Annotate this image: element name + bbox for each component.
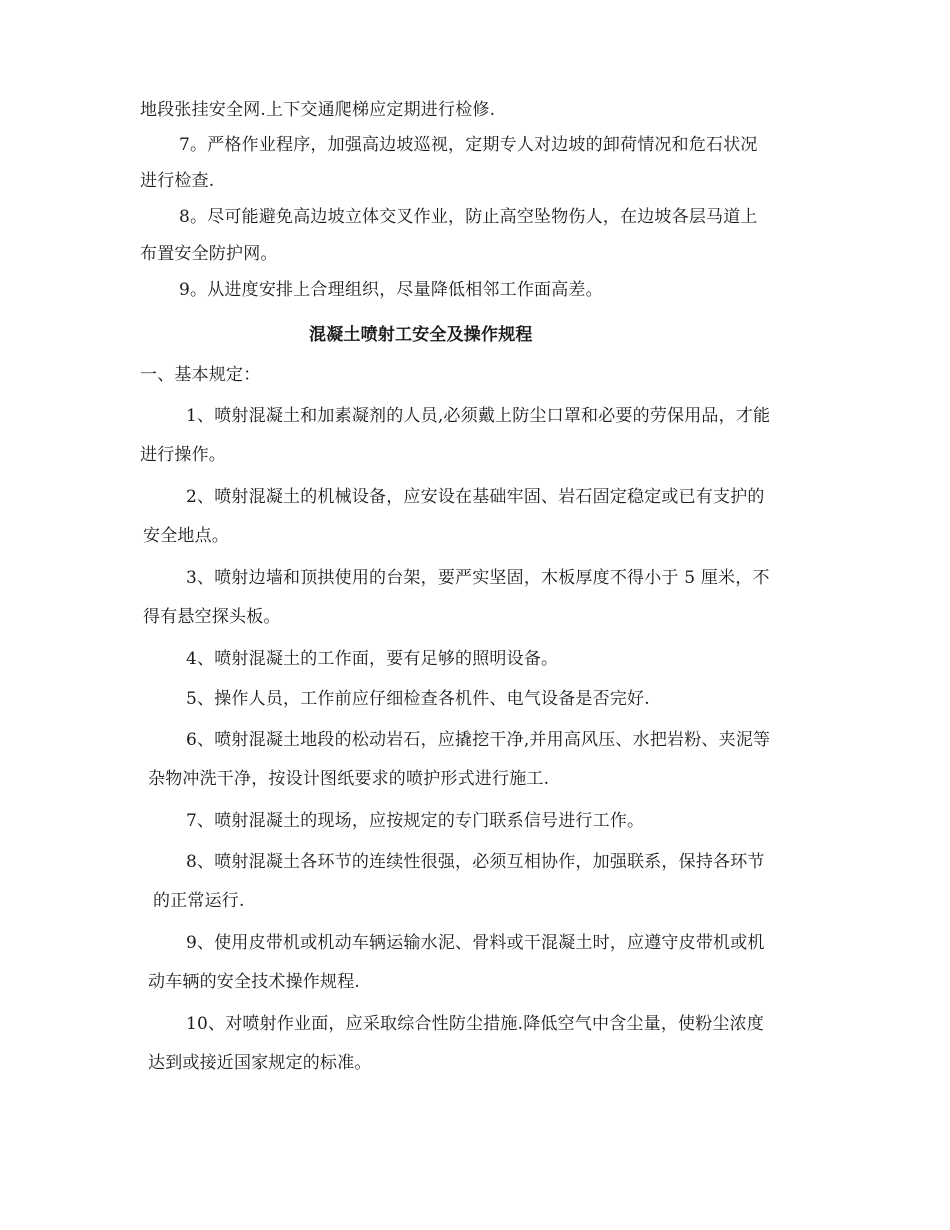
rule-8-line-2: 的正常运行. <box>153 891 245 911</box>
rule-2-line-1: 2、喷射混凝土的机械设备，应安设在基础牢固、岩石固定稳定或已有支护的 <box>186 487 765 507</box>
rule-8-line-1: 8、喷射混凝土各环节的连续性很强，必须互相协作，加强联系，保持各环节 <box>186 852 765 872</box>
rule-9-line-1: 9、使用皮带机或机动车辆运输水泥、骨料或干混凝土时，应遵守皮带机或机 <box>186 933 765 953</box>
rule-1-line-2: 进行操作。 <box>140 445 226 465</box>
item-8-line-1: 8。尽可能避免高边坡立体交叉作业，防止高空坠物伤人，在边坡各层马道上 <box>179 207 758 227</box>
item-7-line-2: 进行检查. <box>140 171 215 191</box>
rule-2-line-2: 安全地点。 <box>143 526 229 546</box>
rule-6-line-2: 杂物冲洗干净，按设计图纸要求的喷护形式进行施工. <box>148 769 550 789</box>
rule-9-line-2: 动车辆的安全技术操作规程. <box>148 972 361 992</box>
rule-10-line-2: 达到或接近国家规定的标准。 <box>148 1053 372 1073</box>
intro-line-1: 地段张挂安全网.上下交通爬梯应定期进行检修. <box>140 100 496 120</box>
rule-6-line-1: 6、喷射混凝土地段的松动岩石，应撬挖干净,并用高风压、水把岩粉、夹泥等 <box>186 730 771 750</box>
rule-10-line-1: 10、对喷射作业面，应采取综合性防尘措施.降低空气中含尘量，使粉尘浓度 <box>186 1014 765 1034</box>
item-7-line-1: 7。严格作业程序，加强高边坡巡视，定期专人对边坡的卸荷情况和危石状况 <box>179 135 758 155</box>
rule-4: 4、喷射混凝土的工作面，要有足够的照明设备。 <box>186 649 559 669</box>
rule-1-line-1: 1、喷射混凝土和加素凝剂的人员,必须戴上防尘口罩和必要的劳保用品，才能 <box>186 406 771 426</box>
rule-3-line-2: 得有悬空探头板。 <box>143 607 281 627</box>
rule-7: 7、喷射混凝土的现场，应按规定的专门联系信号进行工作。 <box>186 811 645 831</box>
section-subtitle: 一、基本规定： <box>140 365 261 385</box>
section-title: 混凝土喷射工安全及操作规程 <box>309 325 533 345</box>
item-8-line-2: 布置安全防护网。 <box>140 244 278 264</box>
rule-3-line-1: 3、喷射边墙和顶拱使用的台架，要严实坚固，木板厚度不得小于 5 厘米，不 <box>186 568 770 588</box>
rule-5: 5、操作人员，工作前应仔细检查各机件、电气设备是否完好. <box>186 689 650 709</box>
item-9: 9。从进度安排上合理组织，尽量降低相邻工作面高差。 <box>179 280 603 300</box>
